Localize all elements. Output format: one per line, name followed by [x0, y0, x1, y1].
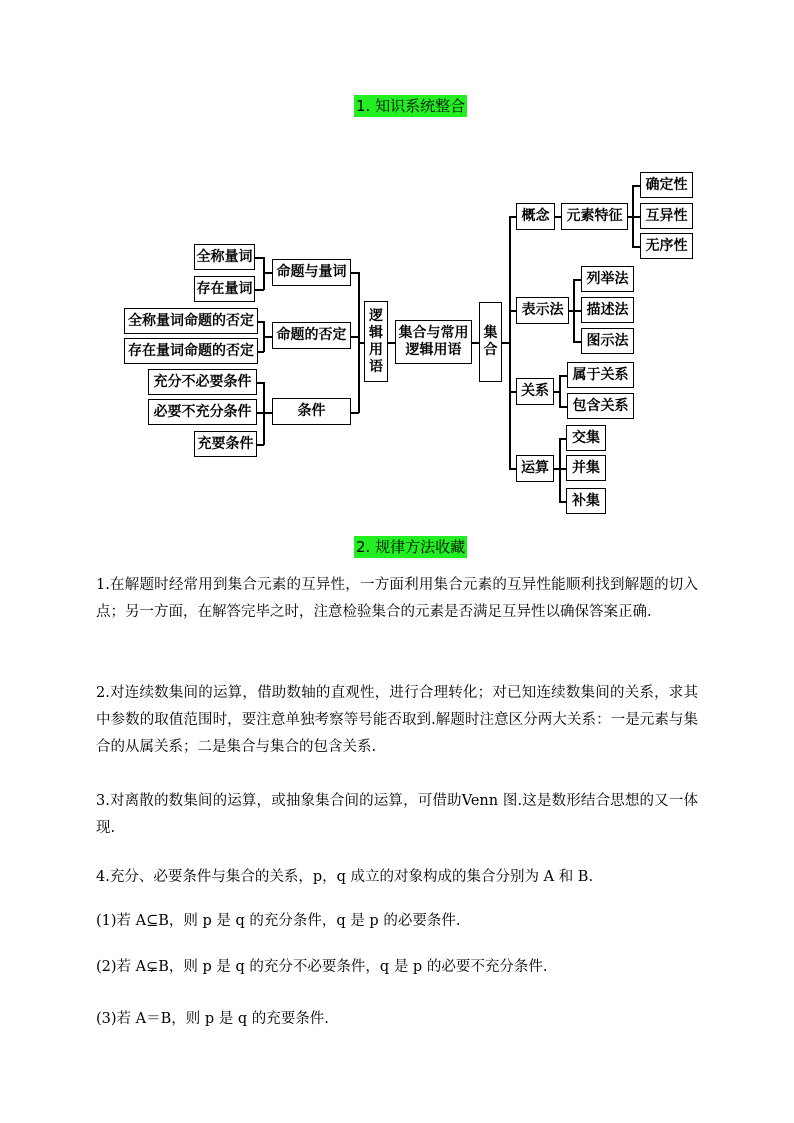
node-conditions: 条件 [272, 398, 351, 425]
node-union: 并集 [566, 455, 606, 481]
node-diagram-method: 图示法 [581, 328, 634, 354]
node-necessary-and-sufficient: 充要条件 [194, 431, 257, 457]
node-definiteness: 确定性 [640, 172, 693, 198]
node-roster-method: 列举法 [581, 266, 634, 292]
node-distinctness: 互异性 [640, 203, 693, 229]
node-inclusion-relation: 包含关系 [567, 393, 634, 419]
paragraph-4-case-1: (1)若 A⊆B，则 p 是 q 的充分条件，q 是 p 的必要条件. [96, 913, 461, 929]
node-intersection: 交集 [566, 425, 606, 451]
node-unorderedness: 无序性 [640, 233, 693, 259]
node-description-method: 描述法 [581, 297, 634, 323]
node-relation: 关系 [516, 378, 554, 405]
node-universal-quantifier: 全称量词 [194, 244, 255, 270]
node-necessary-not-sufficient: 必要不充分条件 [148, 399, 257, 425]
node-proposition-negation: 命题的否定 [272, 322, 351, 349]
node-sets: 集合 [479, 302, 502, 382]
paragraph-1: 1.在解题时经常用到集合元素的互异性，一方面利用集合元素的互异性能顺利找到解题的切入点；另一方面，在解答完毕之时，注意检验集合的元素是否满足互异性以确保答案正确. [96, 577, 698, 620]
node-complement: 补集 [566, 488, 606, 514]
node-concept: 概念 [516, 203, 555, 230]
node-sufficient-not-necessary: 充分不必要条件 [148, 369, 257, 395]
node-root: 集合与常用逻辑用语 [395, 320, 472, 364]
node-existential-negation: 存在量词命题的否定 [124, 338, 258, 364]
knowledge-tree-diagram [0, 0, 794, 540]
node-representation: 表示法 [516, 297, 569, 324]
node-universal-negation: 全称量词命题的否定 [124, 308, 258, 334]
node-membership-relation: 属于关系 [567, 362, 634, 388]
section-2-heading: 2. 规律方法收藏 [356, 538, 466, 556]
paragraph-2: 2.对连续数集间的运算，借助数轴的直观性，进行合理转化；对已知连续数集间的关系，求其中参数的取值范围时，要注意单独考察等号能否取到.解题时注意区分两大关系：一是元素与集合的从属关系；二是集合与集合的包含关系. [96, 685, 698, 755]
paragraph-4-case-2: (2)若 A⊊B，则 p 是 q 的充分不必要条件，q 是 p 的必要不充分条件. [96, 959, 548, 975]
node-existential-quantifier: 存在量词 [194, 276, 255, 302]
node-operation: 运算 [516, 455, 554, 482]
paragraph-3: 3.对离散的数集间的运算，或抽象集合间的运算，可借助Venn 图.这是数形结合思想的又一体现. [96, 793, 698, 836]
paragraph-4: 4.充分、必要条件与集合的关系，p，q 成立的对象构成的集合分别为 A 和 B. [96, 869, 594, 885]
paragraph-4-case-3: (3)若 A＝B，则 p 是 q 的充要条件. [96, 1011, 329, 1027]
node-logic-terms: 逻辑用语 [364, 301, 388, 382]
section-1-heading: 1. 知识系统整合 [356, 97, 466, 115]
node-element-features: 元素特征 [561, 203, 628, 230]
node-propositions-and-quantifiers: 命题与量词 [272, 259, 351, 286]
